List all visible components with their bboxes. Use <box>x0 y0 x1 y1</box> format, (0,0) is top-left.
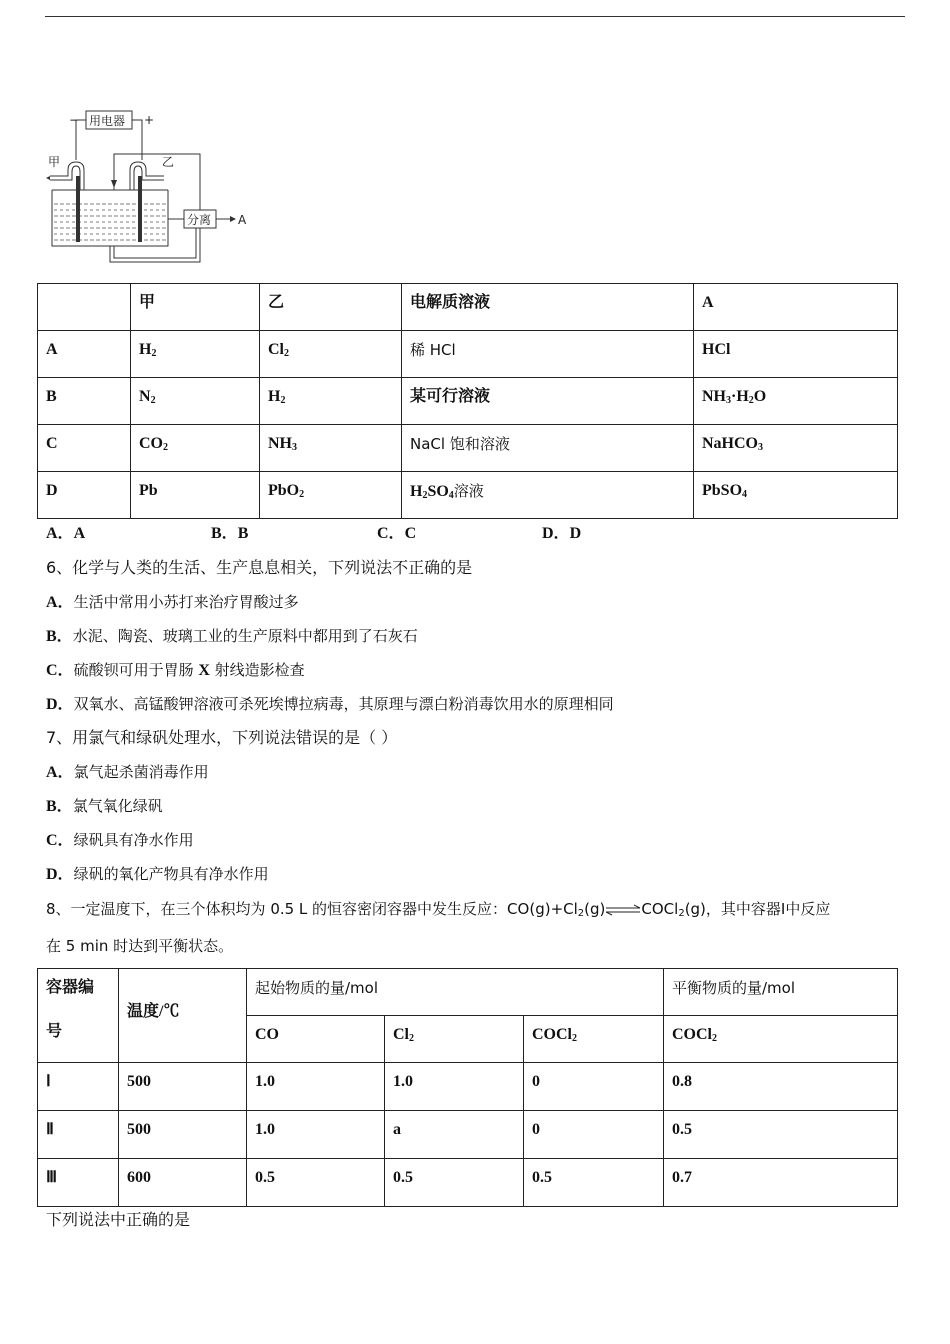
subheader-co: CO <box>247 1016 385 1063</box>
header-cell-yi: 乙 <box>260 284 402 331</box>
q7-stem: 7、用氯气和绿矾处理水，下列说法错误的是（ ） <box>46 728 398 747</box>
cell-a: HCl <box>694 331 898 378</box>
cell-jia: $H_2$ <box>131 331 260 378</box>
q6-option-a[interactable]: A．生活中常用小苏打来治疗胃酸过多 <box>46 593 299 611</box>
cell-jia: $N_2$ <box>131 378 260 425</box>
device-label: 用电器 <box>89 114 126 128</box>
cell-container-id: Ⅰ <box>38 1063 119 1111</box>
cell-co: 1.0 <box>247 1111 385 1159</box>
top-rule <box>45 16 905 17</box>
row-key: D <box>38 472 131 519</box>
subheader-eq-cocl2: COCl$_2$ <box>664 1016 898 1063</box>
electrolysis-diagram <box>42 104 252 270</box>
header-cell-electrolyte: 电解质溶液 <box>402 284 694 331</box>
subheader-cocl2: COCl$_2$ <box>524 1016 664 1063</box>
q8-follow-up: 下列说法中正确的是 <box>46 1210 191 1229</box>
q7-option-c[interactable]: C．绿矾具有净水作用 <box>46 831 194 849</box>
output-a-label: A <box>238 213 247 227</box>
cell-yi: PbO$_2$ <box>260 472 402 519</box>
equilibrium-arrow-icon <box>605 904 641 916</box>
cell-co: 1.0 <box>247 1063 385 1111</box>
cell-cl2: a <box>385 1111 524 1159</box>
cell-eq-cocl2: 0.8 <box>664 1063 898 1111</box>
cell-temperature: 500 <box>119 1111 247 1159</box>
minus-sign: − <box>69 113 80 127</box>
cell-cocl2: 0.5 <box>524 1159 664 1207</box>
cell-jia: $CO_2$ <box>131 425 260 472</box>
table-header-row <box>38 284 898 331</box>
table-row <box>38 1063 898 1111</box>
table-row <box>38 1159 898 1207</box>
q7-option-b[interactable]: B．氯气氧化绿矾 <box>46 797 163 815</box>
cell-solution: 稀 HCl <box>402 331 694 378</box>
table-header-row <box>38 969 898 1016</box>
plus-sign: + <box>144 113 155 127</box>
table-row <box>38 472 898 519</box>
q6-option-c[interactable]: C．硫酸钡可用于胃肠 X 射线造影检查 <box>46 661 305 679</box>
cell-jia: Pb <box>131 472 260 519</box>
cell-cocl2: 0 <box>524 1063 664 1111</box>
header-temperature: 温度/℃ <box>119 969 247 1063</box>
cell-a: NaHCO$_3$ <box>694 425 898 472</box>
q6-option-d[interactable]: D．双氧水、高锰酸钾溶液可杀死埃博拉病毒，其原理与漂白粉消毒饮用水的原理相同 <box>46 695 614 713</box>
cell-yi: $Cl_2$ <box>260 331 402 378</box>
cell-yi: $NH_3$ <box>260 425 402 472</box>
cell-co: 0.5 <box>247 1159 385 1207</box>
header-cell-jia: 甲 <box>131 284 260 331</box>
cell-cl2: 0.5 <box>385 1159 524 1207</box>
q8-stem-line2: 在 5 min 时达到平衡状态。 <box>46 937 234 955</box>
cell-solution: $H_2SO_4$溶液 <box>402 472 694 519</box>
row-key: A <box>38 331 131 378</box>
cell-eq-cocl2: 0.7 <box>664 1159 898 1207</box>
q6-option-b[interactable]: B．水泥、陶瓷、玻璃工业的生产原料中都用到了石灰石 <box>46 627 418 645</box>
question8-table <box>37 968 898 1207</box>
cell-temperature: 500 <box>119 1063 247 1111</box>
cell-a: PbSO$_4$ <box>694 472 898 519</box>
header-container: 容器编 号 <box>38 969 119 1063</box>
jia-label: 甲 <box>48 155 61 169</box>
cell-yi: $H_2$ <box>260 378 402 425</box>
q5-option-c[interactable]: C．C <box>377 525 417 542</box>
table-row <box>38 378 898 425</box>
table-row <box>38 425 898 472</box>
cell-container-id: Ⅲ <box>38 1159 119 1207</box>
question5-table <box>37 283 898 519</box>
yi-label: 乙 <box>162 155 175 169</box>
cell-eq-cocl2: 0.5 <box>664 1111 898 1159</box>
table-row <box>38 1111 898 1159</box>
cell-solution: NaCl 饱和溶液 <box>402 425 694 472</box>
cell-temperature: 600 <box>119 1159 247 1207</box>
q6-stem: 6、化学与人类的生活、生产息息相关，下列说法不正确的是 <box>46 558 473 577</box>
header-equilibrium-amount: 平衡物质的量/mol <box>664 969 898 1016</box>
separator-label: 分离 <box>187 213 212 227</box>
cell-container-id: Ⅱ <box>38 1111 119 1159</box>
row-key: B <box>38 378 131 425</box>
table-row <box>38 331 898 378</box>
row-key: C <box>38 425 131 472</box>
q5-option-b[interactable]: B．B <box>211 525 249 542</box>
cell-cl2: 1.0 <box>385 1063 524 1111</box>
q5-option-d[interactable]: D．D <box>542 525 582 542</box>
header-cell-a: A <box>694 284 898 331</box>
cell-a: $NH_3\cdot H_2O$ <box>694 378 898 425</box>
cell-solution: 某可行溶液 <box>402 378 694 425</box>
header-cell-blank <box>38 284 131 331</box>
q5-option-a[interactable]: A．A <box>46 525 86 542</box>
q7-option-d[interactable]: D．绿矾的氧化产物具有净水作用 <box>46 865 269 883</box>
q8-stem-line1: 8、一定温度下，在三个体积均为 0.5 L 的恒容密闭容器中发生反应：$CO(g)+Cl_2(g)$ COCl$_2$(g)，其中容器Ⅰ中反应 <box>46 900 831 919</box>
header-initial-amount: 起始物质的量/mol <box>247 969 664 1016</box>
q7-option-a[interactable]: A．氯气起杀菌消毒作用 <box>46 763 209 781</box>
cell-cocl2: 0 <box>524 1111 664 1159</box>
subheader-cl2: $Cl_2$ <box>385 1016 524 1063</box>
